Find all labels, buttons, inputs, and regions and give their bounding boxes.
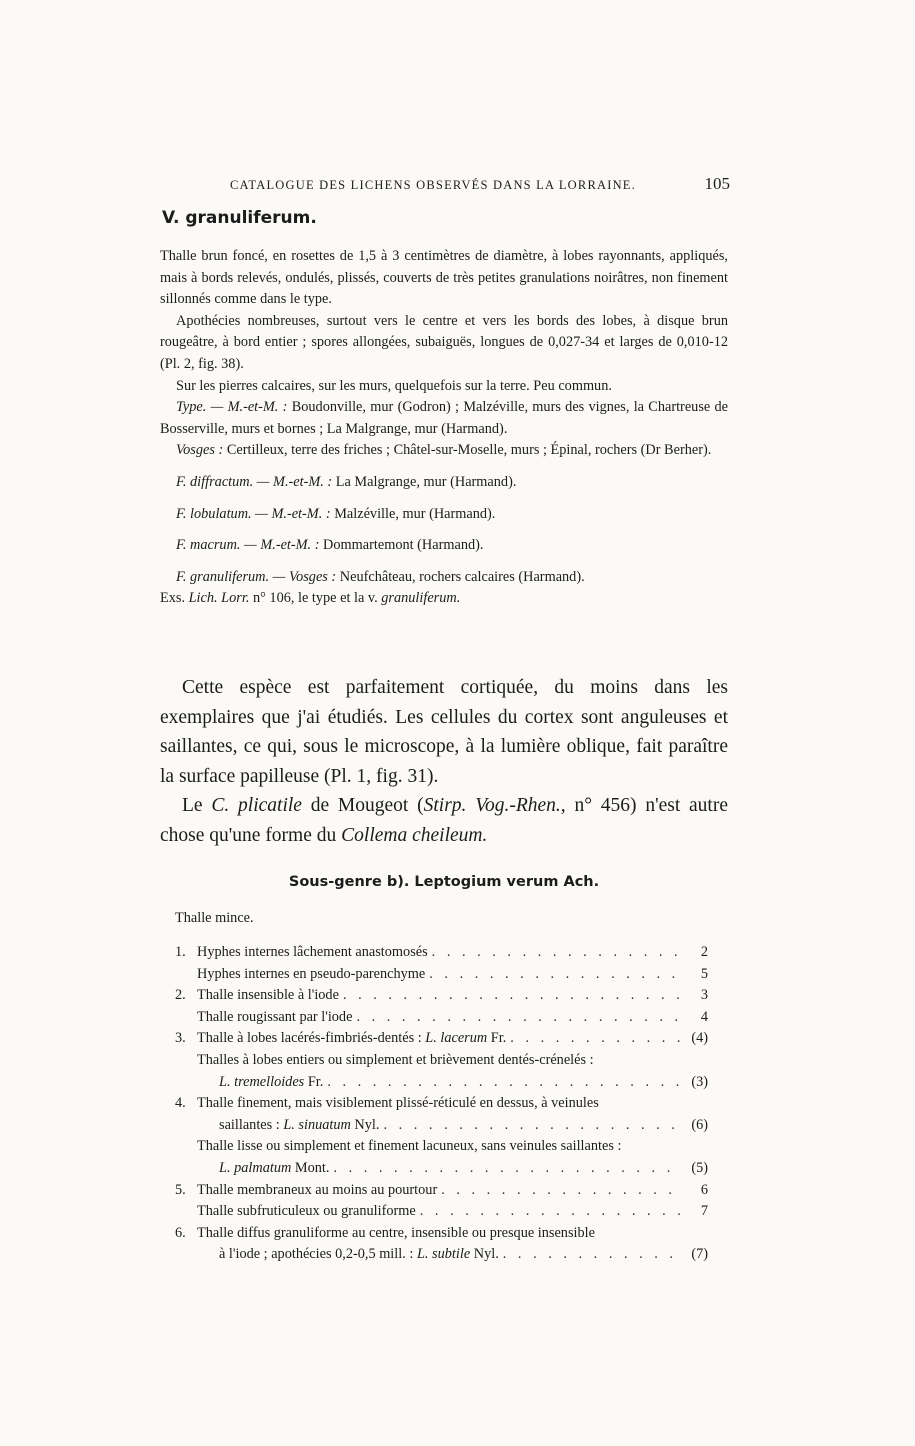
leader-dots [441, 1180, 682, 1202]
form-macrum: F. macrum. — M.-et-M. : Dommartemont (Harmand). [176, 537, 484, 554]
subgenus-heading: Sous-genre b). Leptogium verum Ach. [288, 874, 600, 890]
key-text [197, 1180, 437, 1202]
key-clause: Thalle insensible à l'iode [197, 987, 339, 1004]
commentary-paragraph-1: Cette espèce est parfaitement cortiquée, du moins dans les exemplaires que j'ai étudiés. Les cellules du cortex sont anguleuses et saillantes, ce qui, sous le microscope, à la lumière oblique, fait paraître la surface papilleuse (Pl. 1, fig. 31). [160, 677, 728, 787]
key-row [175, 1115, 708, 1137]
key-reference: (6) [691, 1116, 708, 1133]
key-text [219, 1158, 329, 1180]
key-text [197, 1136, 621, 1158]
key-species: L. tremelloides [219, 1073, 305, 1090]
key-clause: Thalle membraneux au moins au pourtour [197, 1181, 438, 1198]
key-text [197, 1007, 352, 1029]
leader-dots [429, 964, 682, 986]
key-number: 3. [175, 1030, 186, 1047]
key-number: 2. [175, 987, 186, 1004]
key-author: Nyl. [350, 1116, 380, 1133]
key-row [175, 985, 708, 1007]
running-header [230, 174, 730, 193]
description-thalle: Thalle brun foncé, en rosettes de 1,5 à 3 centimètres de diamètre, à lobes rayonnants, appliqués, mais à bords relevés, ondulés, plissés, couverts de très petites granulations noirâtres, non finement sillonnés comme dans le type. [160, 248, 728, 308]
key-clause: à l'iode ; apothécies 0,2-0,5 mill. : [219, 1246, 417, 1263]
key-row [175, 1180, 708, 1202]
key-clause: Hyphes internes lâchement anastomosés [197, 944, 428, 960]
key-row [175, 1244, 708, 1266]
key-reference: 7 [700, 1203, 708, 1220]
description-habitat: Sur les pierres calcaires, sur les murs, quelquefois sur la terre. Peu commun. [176, 377, 612, 394]
key-row [175, 964, 708, 986]
key-text [219, 1244, 499, 1266]
leader-dots [420, 1201, 682, 1223]
key-species: L. subtile [416, 1246, 471, 1263]
key-clause: Thalle rougissant par l'iode [197, 1008, 353, 1025]
key-author: Fr. [487, 1030, 507, 1047]
key-reference: (4) [691, 1030, 708, 1047]
key-author: Mont. [291, 1159, 330, 1176]
key-text [197, 1093, 599, 1115]
commentary-paragraph-2: Le C. plicatile de Mougeot (Stirp. Vog.-Rhen., n° 456) n'est autre chose qu'une forme du Collema cheileum. [160, 795, 729, 846]
key-row [175, 1201, 708, 1223]
key-clause: Hyphes internes en pseudo-parenchyme [197, 965, 426, 982]
key-row [175, 942, 708, 964]
leader-dots [327, 1072, 682, 1094]
leader-dots [510, 1028, 682, 1050]
key-text [219, 1115, 379, 1137]
key-reference: (5) [691, 1159, 708, 1176]
leader-dots [432, 942, 682, 964]
key-number: 6. [175, 1224, 186, 1241]
key-species: L. sinuatum [283, 1116, 351, 1133]
key-row [175, 1007, 708, 1029]
key-clause: Thalles à lobes entiers ou simplement et brièvement dentés-crénelés : [197, 1051, 594, 1068]
key-text [197, 1201, 416, 1223]
key-text [197, 1050, 594, 1072]
key-text [219, 1072, 323, 1094]
key-reference: 6 [700, 1181, 708, 1198]
key-row [175, 1093, 708, 1115]
leader-dots [356, 1007, 682, 1029]
description-apothecies: Apothécies nombreuses, surtout vers le centre et vers les bords des lobes, à disque brun rougeâtre, à bord entier ; spores allongées, subaiguës, longues de 0,027-34 et larges de 0,010-12 (Pl. 2, fig. 38). [160, 312, 728, 372]
key-row [175, 1028, 708, 1050]
leader-dots [343, 985, 682, 1007]
type-label: Type. — M.-et-M. : [176, 399, 288, 416]
key-text [197, 1223, 595, 1245]
commentary-block [160, 673, 728, 850]
form-granuliferum: F. granuliferum. — Vosges : Neufchâteau, rochers calcaires (Harmand). [176, 568, 585, 585]
key-text [197, 1028, 506, 1050]
key-text [197, 942, 428, 964]
description-block [160, 246, 728, 610]
leader-dots [333, 1158, 682, 1180]
type-text: Boudonville, mur (Godron) ; Malzéville, murs des vignes, la Chartreuse de Bosserville, murs et bornes ; La Malgrange, mur (Harmand). [160, 399, 729, 437]
vosges-text: Certilleux, terre des friches ; Châtel-sur-Moselle, murs ; Épinal, rochers (Dr Berher). [223, 442, 712, 459]
form-lobulatum: F. lobulatum. — M.-et-M. : Malzéville, mur (Harmand). [176, 505, 496, 522]
key-row [175, 1223, 708, 1245]
key-author: Fr. [304, 1073, 324, 1090]
locality-vosges [160, 440, 728, 462]
key-row [175, 1072, 708, 1094]
section-title: V. granuliferum. [162, 208, 317, 228]
key-species: L. palmatum [219, 1159, 292, 1176]
key-row [175, 1050, 708, 1072]
key-intro: Thalle mince. [175, 910, 254, 926]
key-row [175, 1158, 708, 1180]
key-clause: Thalle finement, mais visiblement plissé-réticulé en dessus, à veinules [197, 1095, 599, 1112]
key-number: 4. [175, 1095, 186, 1112]
key-clause: Thalle lisse ou simplement et finement lacuneux, sans veinules saillantes : [197, 1138, 622, 1155]
vosges-label: Vosges : [176, 442, 224, 459]
key-clause: Thalle diffus granuliforme au centre, insensible ou presque insensible [197, 1224, 595, 1241]
running-title: CATALOGUE DES LICHENS OBSERVÉS DANS LA LORRAINE. [230, 178, 636, 192]
identification-key [175, 942, 708, 1266]
key-reference: (7) [691, 1246, 708, 1263]
exsiccata: Exs. Lich. Lorr. n° 106, le type et la v. granuliferum. [160, 590, 461, 607]
page-number: 105 [704, 174, 730, 193]
key-reference: 5 [700, 965, 708, 982]
key-row [175, 1136, 708, 1158]
key-number: 5. [175, 1181, 186, 1198]
key-clause: saillantes : [219, 1116, 284, 1133]
key-reference: 3 [700, 987, 708, 1004]
key-text [197, 985, 339, 1007]
key-reference: 4 [700, 1008, 708, 1025]
key-clause: Thalle subfruticuleux ou granuliforme [197, 1203, 416, 1220]
key-reference: 2 [700, 944, 708, 960]
key-author: Nyl. [470, 1246, 499, 1263]
locality-type [160, 397, 728, 440]
leader-dots [503, 1244, 682, 1266]
form-diffractum: F. diffractum. — M.-et-M. : La Malgrange, mur (Harmand). [176, 473, 517, 490]
leader-dots [383, 1115, 682, 1137]
key-species: L. lacerum [425, 1030, 488, 1047]
key-number: 1. [175, 944, 186, 960]
key-text [197, 964, 425, 986]
key-reference: (3) [691, 1073, 708, 1090]
key-clause: Thalle à lobes lacérés-fimbriés-dentés : [197, 1030, 426, 1047]
